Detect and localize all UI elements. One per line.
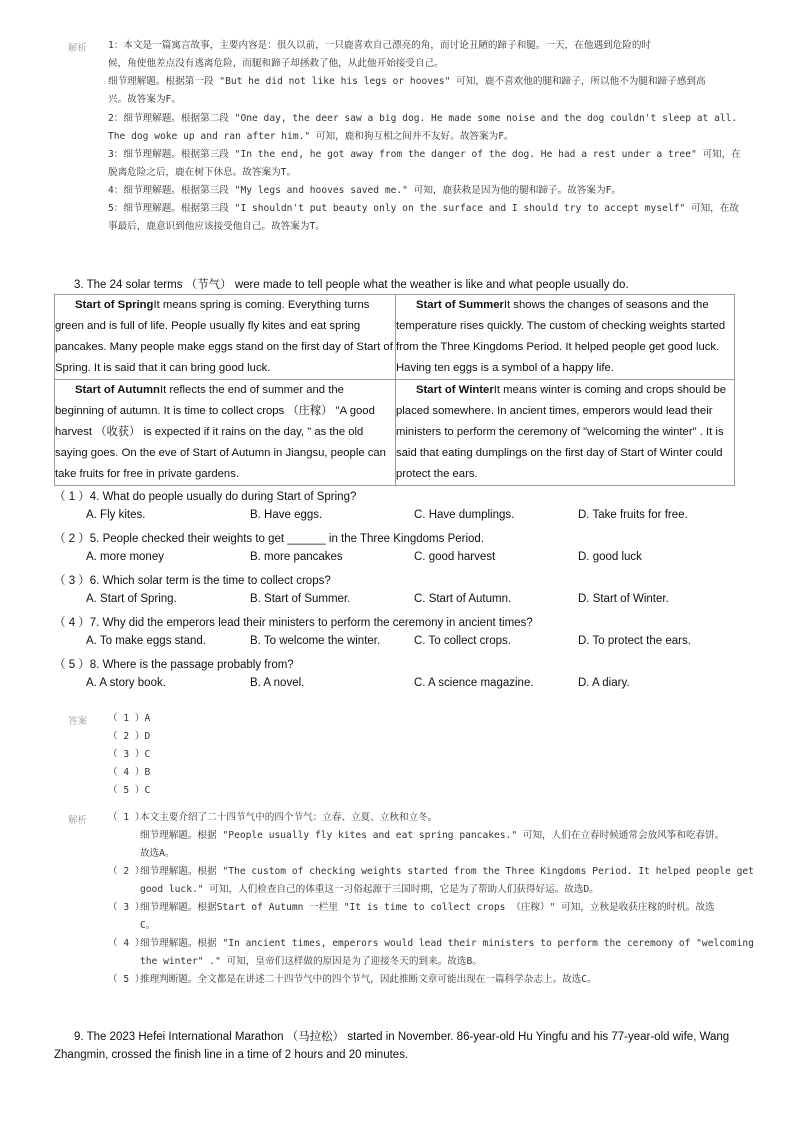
option-c[interactable]: C. Have dumplings.: [414, 509, 515, 521]
answer-line: （ 1 ）A: [108, 713, 151, 724]
analysis-line: 4：细节理解题。根据第三段 "My legs and hooves saved me." 可知，鹿获救是因为他的腿和蹄子。故答案为F。: [108, 185, 621, 196]
option-d[interactable]: D. Take fruits for free.: [578, 509, 688, 521]
analysis-line: 3：细节理解题。根据第三段 "In the end, he got away from the danger of the dog. He had a rest under a tree" 可知，在: [108, 149, 741, 160]
analysis-line: 1：本文是一篇寓言故事，主要内容是：很久以前，一只鹿喜欢自己漂亮的角，而讨论丑陋的蹄子和腿。一天，在他遇到危险的时: [108, 40, 652, 51]
cell-text: temperature rises quickly. The custom of checking weights started: [396, 320, 726, 332]
option-c[interactable]: C. Start of Autumn.: [414, 593, 512, 605]
analysis-line: 脱离危险之后，鹿在树下休息。故答案为T。: [108, 167, 297, 178]
option-d[interactable]: D. To protect the ears.: [578, 635, 691, 647]
analysis-line: 2：细节理解题。根据第二段 "One day, the deer saw a big dog. He made some noise and the dog couldn't sleep at all.: [108, 113, 738, 124]
cell-title: Start of Winter: [416, 384, 494, 396]
option-a[interactable]: A. more money: [86, 551, 164, 563]
cell-text: protect the ears.: [396, 468, 478, 480]
analysis-line: C。: [140, 920, 156, 931]
analysis-line: The dog woke up and ran after him." 可知，鹿和狗互相之间并不友好。故答案为F。: [108, 131, 514, 142]
analysis-item-number: （ 4 ）: [108, 938, 145, 949]
option-c[interactable]: C. To collect crops.: [414, 635, 511, 647]
cell-start-of-spring: [55, 295, 396, 380]
cell-start-of-summer: [396, 295, 735, 380]
cell-text: harvest （收获） is expected if it rains on the day, " as the old: [55, 426, 364, 438]
analysis-line: 细节理解题。根据 "People usually fly kites and eat spring pancakes." 可知，人们在立春时候通常会放风筝和吃春饼。: [140, 830, 725, 841]
answer-line: （ 3 ）C: [108, 749, 151, 760]
cell-start-of-autumn: [55, 380, 396, 486]
option-a[interactable]: A. To make eggs stand.: [86, 635, 206, 647]
analysis-line: good luck." 可知，人们检查自己的体重这一习俗起源于三国时期，它是为了帮助人们获得好运。故选D。: [140, 884, 599, 895]
cell-text: It reflects the end of summer and the: [159, 384, 344, 396]
question-9-line: 9. The 2023 Hefei International Marathon （马拉松） started in November. 86-year-old Hu Yingfu and his 77-year-old wife, Wang: [74, 1031, 730, 1043]
answer-label: 答案: [68, 716, 88, 727]
answer-line: （ 4 ）B: [108, 767, 151, 778]
cell-title: Start of Spring: [75, 299, 154, 311]
option-b[interactable]: B. more pancakes: [250, 551, 343, 563]
cell-text: placed somewhere. In ancient times, emperors would lead their: [396, 405, 713, 417]
option-d[interactable]: D. A diary.: [578, 677, 630, 689]
subquestion-1: （ 1 ）4. What do people usually do during Start of Spring?: [54, 491, 357, 503]
option-c[interactable]: C. good harvest: [414, 551, 496, 563]
subquestion-3: （ 3 ）6. Which solar term is the time to collect crops?: [54, 575, 331, 587]
analysis-line: 细节理解题。根据 "The custom of checking weights started from the Three Kingdoms Period. It helped people get: [140, 866, 754, 877]
analysis-line: the winter" ." 可知，皇帝们这样做的原因是为了迎接冬天的到来。故选B。: [140, 956, 482, 967]
cell-text: pancakes. Many people make eggs stand on the first day of Start of: [55, 341, 393, 353]
cell-text: ministers to perform the ceremony of "welcoming the winter" . It is: [396, 426, 724, 438]
analysis-item-number: （ 3 ）: [108, 902, 145, 913]
cell-text: Spring. It is said that it can bring good luck.: [55, 362, 271, 374]
cell-text: It shows the changes of seasons and the: [503, 299, 709, 311]
option-a[interactable]: A. Fly kites.: [86, 509, 146, 521]
question-3-intro: 3. The 24 solar terms （节气） were made to tell people what the weather is like and what people usually do.: [74, 279, 629, 291]
option-b[interactable]: B. To welcome the winter.: [250, 635, 381, 647]
analysis-line: 细节理解题。根据 "In ancient times, emperors would lead their ministers to perform the ceremony of "welcoming: [140, 938, 754, 949]
cell-text: It means winter is coming and crops should be: [493, 384, 727, 396]
subquestion-4: （ 4 ）7. Why did the emperors lead their ministers to perform the ceremony in ancient times?: [54, 617, 533, 629]
option-d[interactable]: D. good luck: [578, 551, 642, 563]
cell-text: take fruits for free in private gardens.: [55, 468, 239, 480]
analysis-line: 本文主要介绍了二十四节气中的四个节气：立春、立夏、立秋和立冬。: [140, 812, 438, 823]
analysis-line: 细节理解题。根据Start of Autumn 一栏里 "It is time to collect crops （庄稼）" 可知，立秋是收获庄稼的时机。故选: [140, 902, 715, 913]
analysis-label: 解析: [68, 815, 88, 826]
cell-title: Start of Autumn: [75, 384, 160, 396]
analysis-line: 推理判断题。全文都是在讲述二十四节气中的四个节气，因此推断文章可能出现在一篇科学杂志上。故选C。: [140, 974, 597, 985]
cell-title: Start of Summer: [416, 299, 504, 311]
cell-text: from the Three Kingdoms Period. It helped people get good luck.: [396, 341, 720, 353]
analysis-line: 事最后，鹿意识到他应该接受他自己。故答案为T。: [108, 221, 325, 232]
answer-line: （ 5 ）C: [108, 785, 151, 796]
answer-line: （ 2 ）D: [108, 731, 151, 742]
analysis-line: 兴。故答案为F。: [108, 94, 181, 105]
question-9-line: Zhangmin, crossed the finish line in a time of 2 hours and 20 minutes.: [54, 1049, 409, 1061]
analysis-item-number: （ 2 ）: [108, 866, 145, 877]
option-b[interactable]: B. Start of Summer.: [250, 593, 351, 605]
option-b[interactable]: B. Have eggs.: [250, 509, 323, 521]
cell-text: said that eating dumplings on the first day of Start of Winter could: [396, 447, 723, 459]
analysis-label: 解析: [68, 43, 88, 54]
analysis-line: 故选A。: [140, 848, 175, 859]
option-a[interactable]: A. A story book.: [86, 677, 166, 689]
analysis-item-number: （ 1 ）: [108, 812, 145, 823]
option-a[interactable]: A. Start of Spring.: [86, 593, 177, 605]
analysis-line: 5：细节理解题。根据第三段 "I shouldn't put beauty only on the surface and I should try to accept myself" 可知，在故: [108, 203, 739, 214]
cell-text: green and is full of life. People usually fly kites and eat spring: [55, 320, 361, 332]
cell-text: Having ten eggs is a symbol of a happy life.: [396, 362, 614, 374]
solar-terms-table: [54, 294, 735, 486]
subquestion-5: （ 5 ）8. Where is the passage probably from?: [54, 659, 294, 671]
cell-text: It means spring is coming. Everything turns: [153, 299, 370, 311]
cell-text: beginning of autumn. It is time to collect crops （庄稼） "A good: [55, 405, 375, 417]
analysis-line: 细节理解题。根据第一段 "But he did not like his legs or hooves" 可知，鹿不喜欢他的腿和蹄子，所以他不为腿和蹄子感到高: [108, 76, 706, 87]
subquestion-2: （ 2 ）5. People checked their weights to get ______ in the Three Kingdoms Period.: [54, 533, 485, 545]
cell-text: saying goes. On the eve of Start of Autumn in Jiangsu, people can: [55, 447, 386, 459]
option-c[interactable]: C. A science magazine.: [414, 677, 534, 689]
analysis-line: 候，角使他差点没有逃离危险，而腿和蹄子却拯救了他，从此他开始接受自己。: [108, 58, 444, 69]
cell-start-of-winter: [396, 380, 735, 486]
analysis-item-number: （ 5 ）: [108, 974, 145, 985]
option-d[interactable]: D. Start of Winter.: [578, 593, 669, 605]
option-b[interactable]: B. A novel.: [250, 677, 305, 689]
